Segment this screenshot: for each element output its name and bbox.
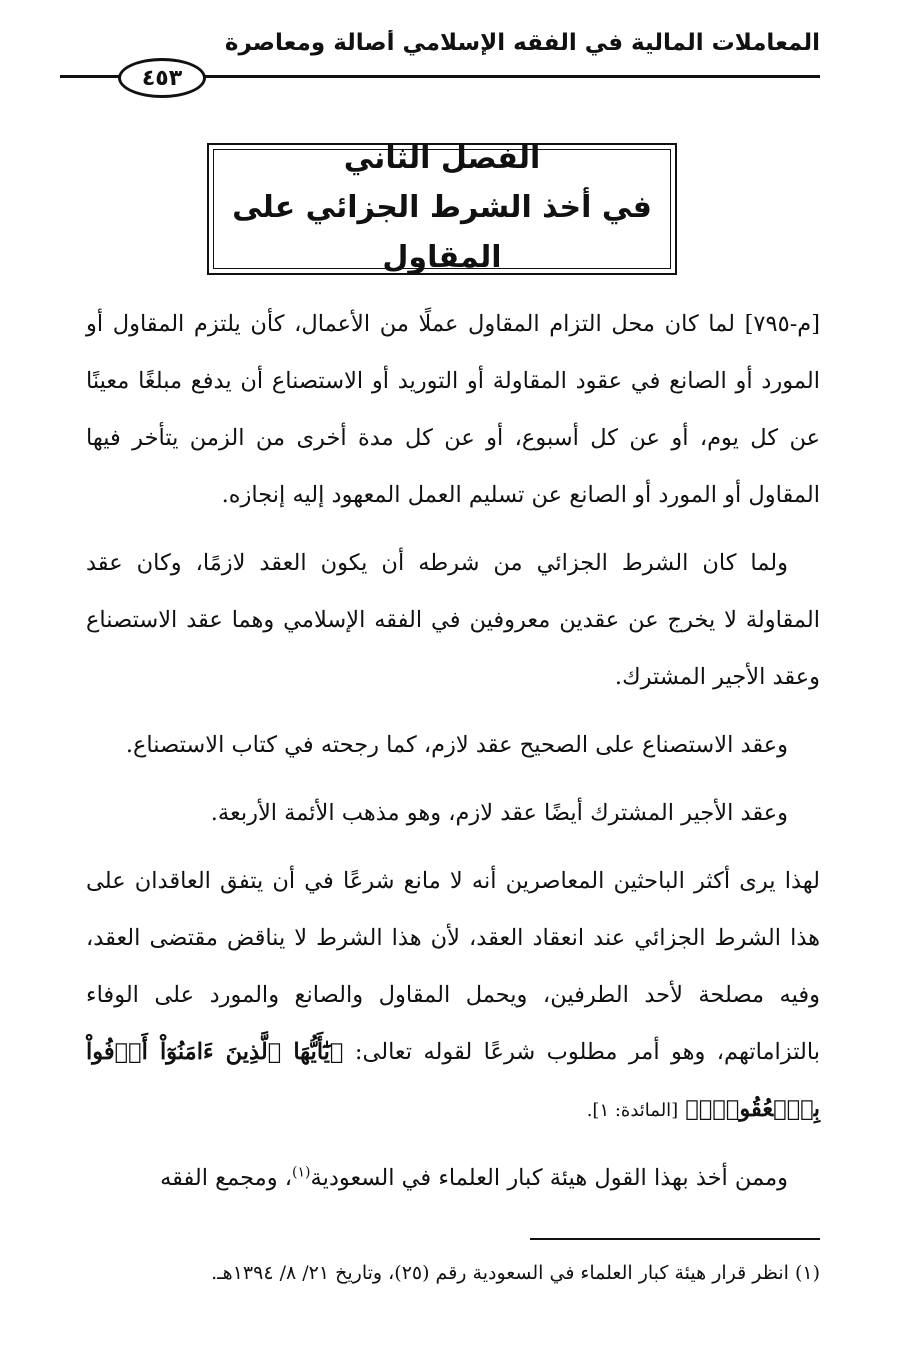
quran-verse: ﴿يَٰٓأَيُّهَا ٱلَّذِينَ ءَامَنُوٓاْ أَوۡفُواْ بِٱلۡعُقُودِۚ﴾ — [86, 1039, 820, 1122]
paragraph-6-continuation: ، ومجمع الفقه — [160, 1165, 293, 1191]
chapter-title: الفصل الثاني — [343, 141, 541, 176]
paragraph-6-text: وممن أخذ بهذا القول هيئة كبار العلماء في السعودية — [310, 1165, 788, 1191]
header-rule — [200, 75, 820, 78]
chapter-title-box — [207, 143, 677, 275]
paragraph-1: [م-٧٩٥] لما كان محل التزام المقاول عملًا من الأعمال، كأن يلتزم المقاول أو المورد أو الصانع في عقود المقاولة أو التوريد أو الاستصناع أن يدفع مبلغًا معينًا عن كل يوم، أو عن كل أسبوع، أو عن كل مدة أخرى من الزمن يتأخر فيها المقاول أو المورد أو الصانع عن تسليم العمل المعهود إليه إنجازه. — [86, 311, 820, 508]
header-rule-left — [60, 75, 120, 78]
running-title: المعاملات المالية في الفقه الإسلامي أصالة ومعاصرة — [224, 30, 820, 56]
footnote-marker[interactable]: (١) — [292, 1164, 311, 1181]
paragraph-2: ولما كان الشرط الجزائي من شرطه أن يكون العقد لازمًا، وكان عقد المقاولة لا يخرج عن عقدين معروفين في الفقه الإسلامي وهما عقد الاستصناع وعقد الأجير المشترك. — [86, 550, 820, 690]
paragraph-4: وعقد الأجير المشترك أيضًا عقد لازم، وهو مذهب الأئمة الأربعة. — [210, 800, 788, 826]
main-text — [86, 296, 820, 1218]
footnote-1: (١) انظر قرار هيئة كبار العلماء في السعودية رقم (٢٥)، وتاريخ ٢١/ ٨/ ١٣٩٤هـ. — [211, 1262, 820, 1284]
paragraph-5-text: لهذا يرى أكثر الباحثين المعاصرين أنه لا مانع شرعًا في أن يتفق العاقدان على هذا الشرط الجزائي عند انعقاد العقد، لأن هذا الشرط لا يناقض مقتضى العقد، وفيه مصلحة لأحد الطرفين، ويحمل المقاول والصانع والمورد على الوفاء بالتزاماتهم، وهو أمر مطلوب شرعًا لقوله تعالى: — [86, 868, 820, 1065]
chapter-subtitle: في أخذ الشرط الجزائي على المقاول — [232, 190, 652, 275]
paragraph-6 — [86, 1150, 820, 1207]
footnote-separator — [530, 1238, 820, 1240]
page-number: ٤٥٣ — [118, 58, 206, 98]
paragraph-5 — [86, 853, 820, 1139]
paragraph-3: وعقد الاستصناع على الصحيح عقد لازم، كما رجحته في كتاب الاستصناع. — [125, 732, 788, 758]
verse-reference: [المائدة: ١]. — [586, 1100, 679, 1121]
chapter-title-frame — [213, 141, 671, 275]
